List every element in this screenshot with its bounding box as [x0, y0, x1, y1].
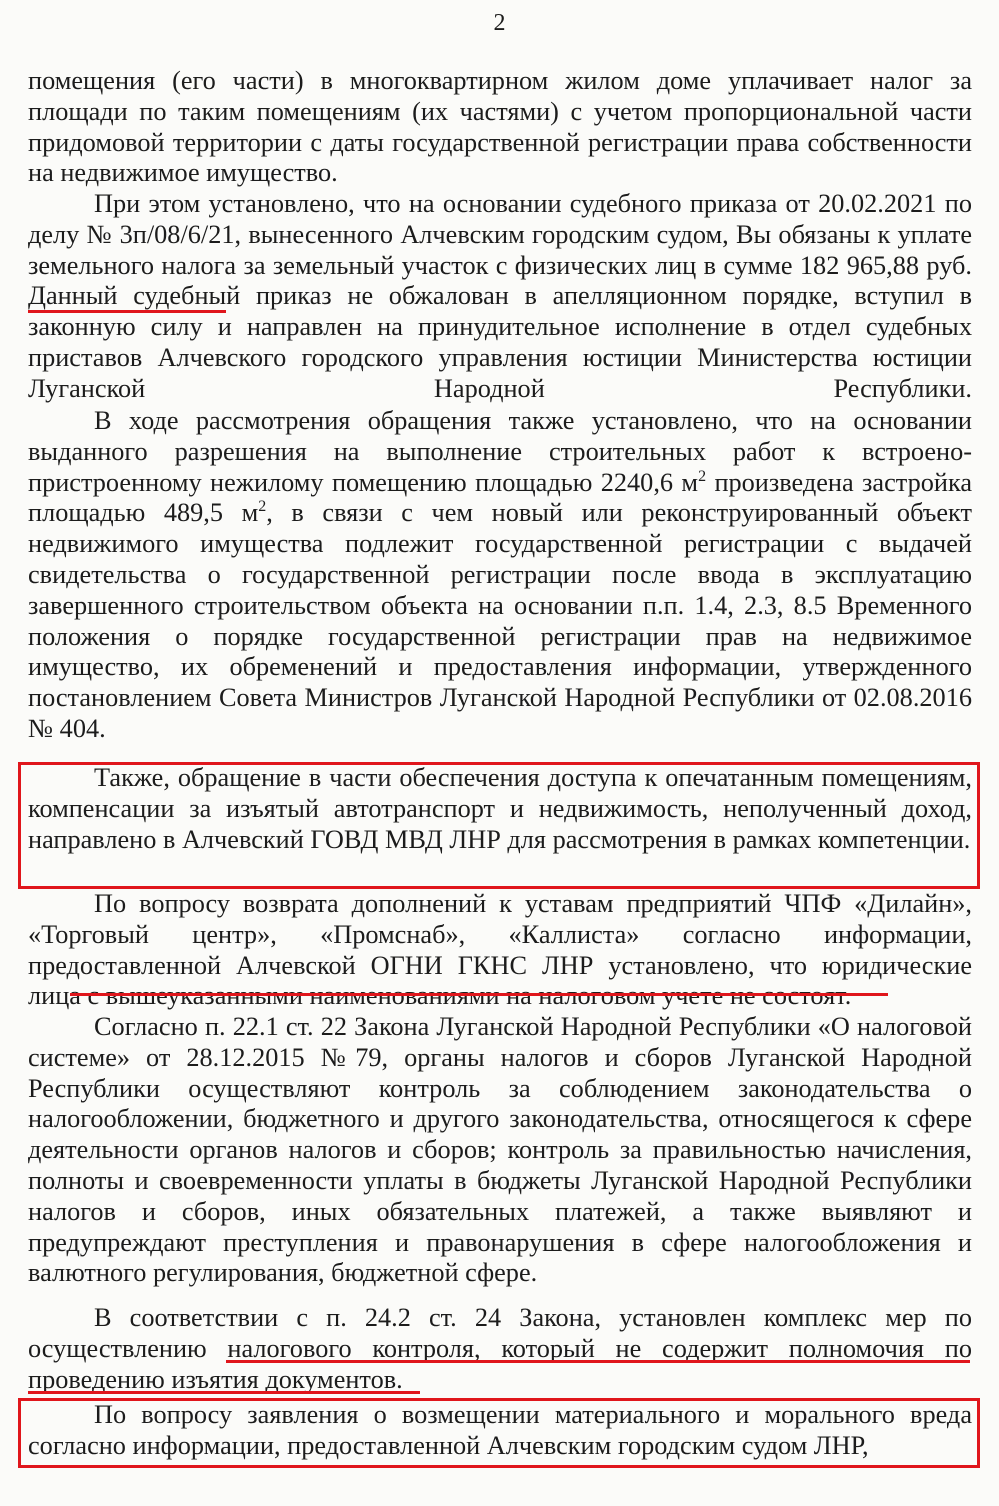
superscript-squared: 2 [698, 467, 707, 485]
paragraph-3 [28, 406, 972, 745]
paragraph-3-part-2: произведена застройка площадью 489,5 м [28, 467, 972, 528]
tax-registration-underline [70, 993, 888, 996]
highlight-box-paragraph-8 [18, 1398, 980, 1468]
paragraph-5: По вопросу возврата дополнений к уставам предприятий ЧПФ «Дилайн», «Торговый центр», «Промснаб», «Каллиста» согласно информации, предоставленной Алчевской ОГНИ ГКНС ЛНР установлено, что юридические лица с вышеуказанными наименованиями на налоговом учете не состоят. [28, 889, 972, 1011]
paragraph-4: Также, обращение в части обеспечения доступа к опечатанным помещениям, компенсации за изъятый автотранспорт и недвижимость, неполученный доход, направлено в Алчевский ГОВД МВД ЛНР для рассмотрения в рамках компетенции. [28, 763, 972, 854]
paragraph-1: помещения (его части) в многоквартирном жилом доме уплачивает налог за площади по таким помещениям (их частями) с учетом пропорциональной части придомовой территории с даты государственной регистрации права собственности на недвижимое имущество. [28, 66, 972, 188]
amount-underline [28, 310, 226, 313]
tax-control-underline-2 [28, 1391, 420, 1394]
paragraph-2: При этом установлено, что на основании судебного приказа от 20.02.2021 по делу № 3п/08/6/21, вынесенного Алчевским городским судом, Вы обязаны к уплате земельного налога за земельный участок с физических лиц в сумме 182 965,88 руб. Данный судебный приказ не обжалован в апелляционном порядке, вступил в законную силу и направлен на принудительное исполнение в отдел судебных приставов Алчевского городского управления юстиции Министерства юстиции Луганской Народной Республики. [28, 189, 972, 403]
superscript-squared: 2 [258, 498, 267, 516]
page-number: 2 [493, 10, 506, 36]
paragraph-8: По вопросу заявления о возмещении материального и морального вреда согласно информации, предоставленной Алчевским городским судом ЛНР, [28, 1400, 972, 1460]
highlight-box-paragraph-4 [18, 762, 980, 889]
paragraph-7: В соответствии с п. 24.2 ст. 24 Закона, установлен комплекс мер по осуществлению налогового контроля, который не содержит полномочия по проведению изъятия документов. [28, 1303, 972, 1394]
paragraph-6: Согласно п. 22.1 ст. 22 Закона Луганской Народной Республики «О налоговой системе» от 28.12.2015 №79, органы налогов и сборов Луганской Народной Республики осуществляют контроль за соблюдением законодательства о налогообложении, бюджетного и другого законодательства, относящегося к сфере деятельности органов налогов и сборов; контроль за правильностью начисления, полноты и своевременности уплаты в бюджеты Луганской Народной Республики налогов и сборов, иных обязательных платежей, а также выявляют и предупреждают преступления и правонарушения в сфере налогообложения и валютного регулирования, бюджетной сфере. [28, 1012, 972, 1288]
paragraph-3-part-3: , в связи с чем новый или реконструированный объект недвижимого имущества подлежит государственной регистрации с выдачей свидетельства о государственной регистрации после ввода в эксплуатацию завершенного строительством объекта на основании п.п. 1.4, 2.3, 8.5 Временного положения о порядке государственной регистрации прав на недвижимое имущество, их обременений и предоставления информации, утвержденного постановлением Совета Министров Луганской Народной Республики от 02.08.2016 № 404. [28, 498, 972, 743]
tax-control-underline-1 [226, 1360, 970, 1363]
paragraph-3-part-1: В ходе рассмотрения обращения также установлено, что на основании выданного разрешения на выполнение строительных работ к встроено-пристроенному нежилому помещению площадью 2240,6 м [28, 406, 972, 497]
